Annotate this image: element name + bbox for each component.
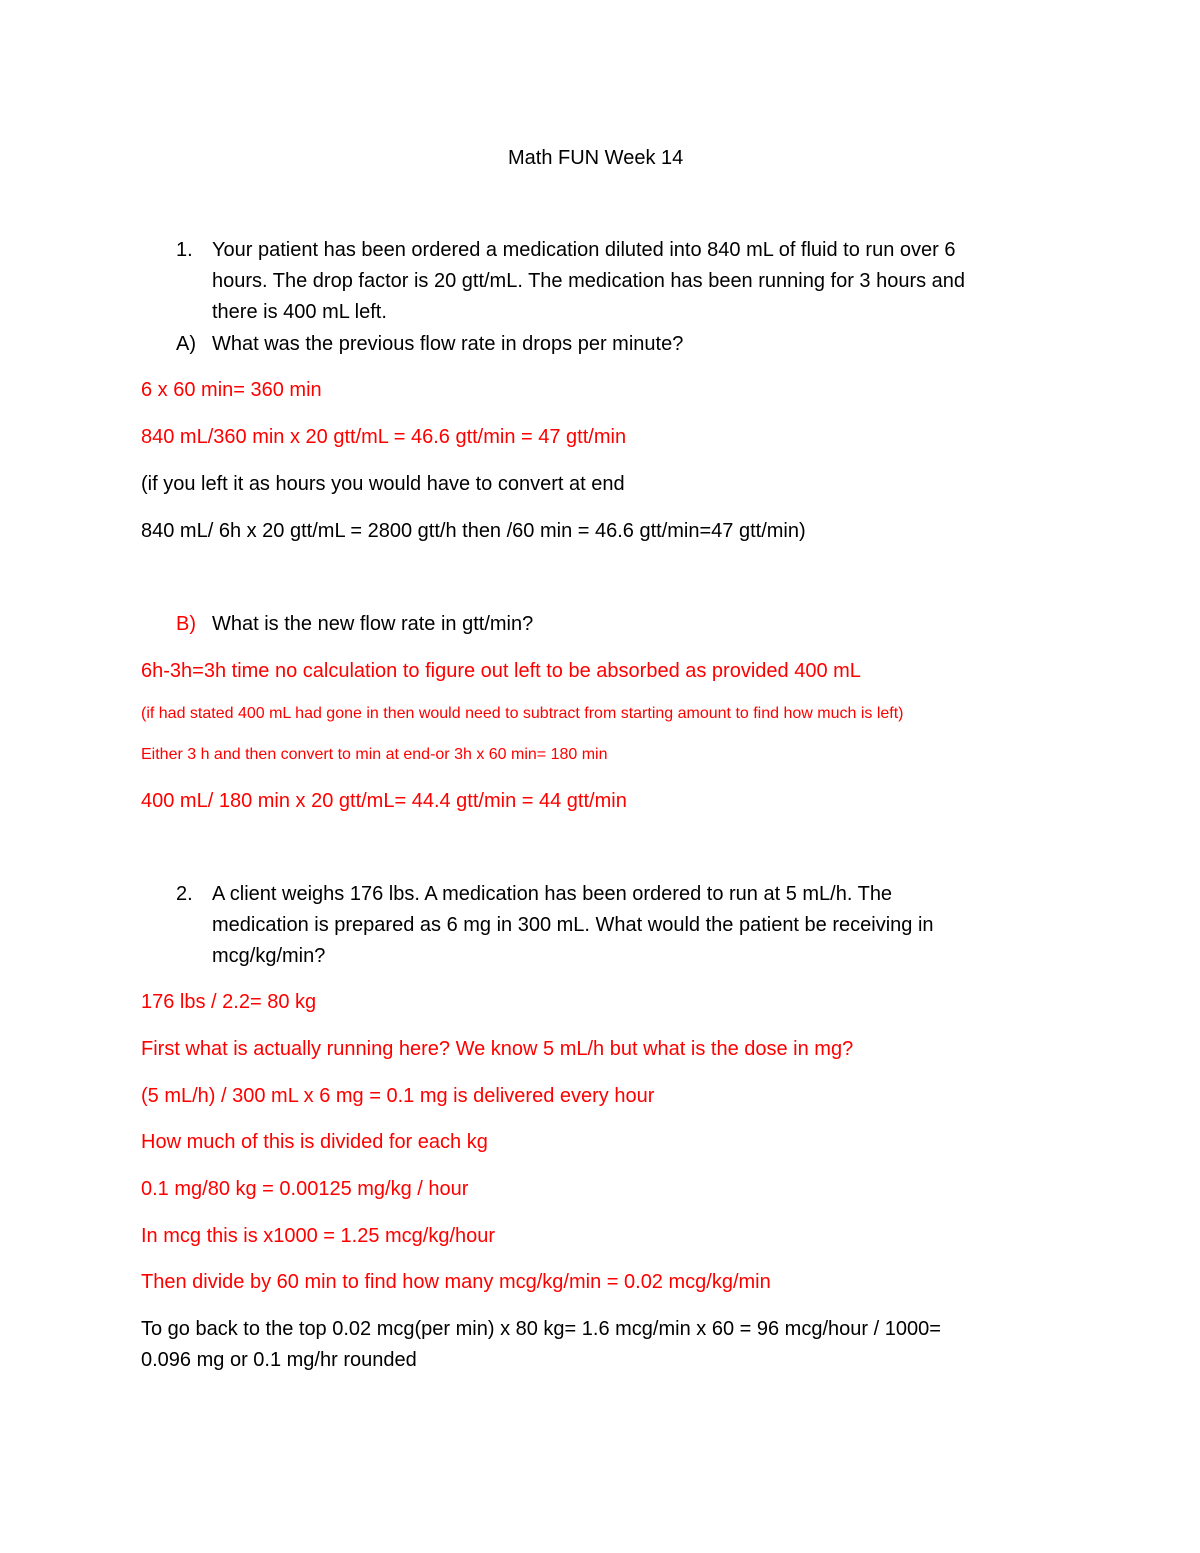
question-2-line: medication is prepared as 6 mg in 300 mL. What would the patient be receiving in (212, 914, 934, 936)
question-2-line: A client weighs 176 lbs. A medication has been ordered to run at 5 mL/h. The (212, 883, 893, 905)
part-b-label: B) (176, 613, 196, 635)
part-a-question: What was the previous flow rate in drops per minute? (212, 333, 684, 355)
question-1-line: hours. The drop factor is 20 gtt/mL. The medication has been running for 3 hours and (212, 270, 966, 292)
answer-line: 6h-3h=3h time no calculation to figure out left to be absorbed as provided 400 mL (141, 660, 861, 682)
answer-line: In mcg this is x1000 = 1.25 mcg/kg/hour (141, 1225, 496, 1247)
answer-line: 176 lbs / 2.2= 80 kg (141, 991, 317, 1013)
answer-line: Either 3 h and then convert to min at end-or 3h x 60 min= 180 min (141, 746, 608, 763)
answer-line: Then divide by 60 min to find how many mcg/kg/min = 0.02 mcg/kg/min (141, 1271, 771, 1293)
question-1-line: Your patient has been ordered a medication diluted into 840 mL of fluid to run over 6 (212, 239, 956, 261)
note-line: (if you left it as hours you would have to convert at end (141, 473, 625, 495)
part-b-question: What is the new flow rate in gtt/min? (212, 613, 534, 635)
closing-line: 0.096 mg or 0.1 mg/hr rounded (141, 1349, 417, 1371)
answer-line: (5 mL/h) / 300 mL x 6 mg = 0.1 mg is delivered every hour (141, 1085, 655, 1107)
answer-line: 840 mL/360 min x 20 gtt/mL = 46.6 gtt/min = 47 gtt/min (141, 426, 627, 448)
question-1-line: there is 400 mL left. (212, 301, 387, 323)
closing-line: To go back to the top 0.02 mcg(per min) x 80 kg= 1.6 mcg/min x 60 = 96 mcg/hour / 1000= (141, 1318, 941, 1340)
part-a-label: A) (176, 333, 196, 355)
answer-line: (if had stated 400 mL had gone in then would need to subtract from starting amount to find how much is left) (141, 705, 904, 722)
page-title: Math FUN Week 14 (508, 147, 684, 169)
answer-line: 6 x 60 min= 360 min (141, 379, 322, 401)
question-1-number: 1. (176, 239, 193, 261)
answer-line: 0.1 mg/80 kg = 0.00125 mg/kg / hour (141, 1178, 469, 1200)
note-line: 840 mL/ 6h x 20 gtt/mL = 2800 gtt/h then /60 min = 46.6 gtt/min=47 gtt/min) (141, 520, 806, 542)
question-2-line: mcg/kg/min? (212, 945, 326, 967)
question-2-number: 2. (176, 883, 193, 905)
answer-line: First what is actually running here? We know 5 mL/h but what is the dose in mg? (141, 1038, 854, 1060)
answer-line: 400 mL/ 180 min x 20 gtt/mL= 44.4 gtt/min = 44 gtt/min (141, 790, 627, 812)
answer-line: How much of this is divided for each kg (141, 1131, 488, 1153)
